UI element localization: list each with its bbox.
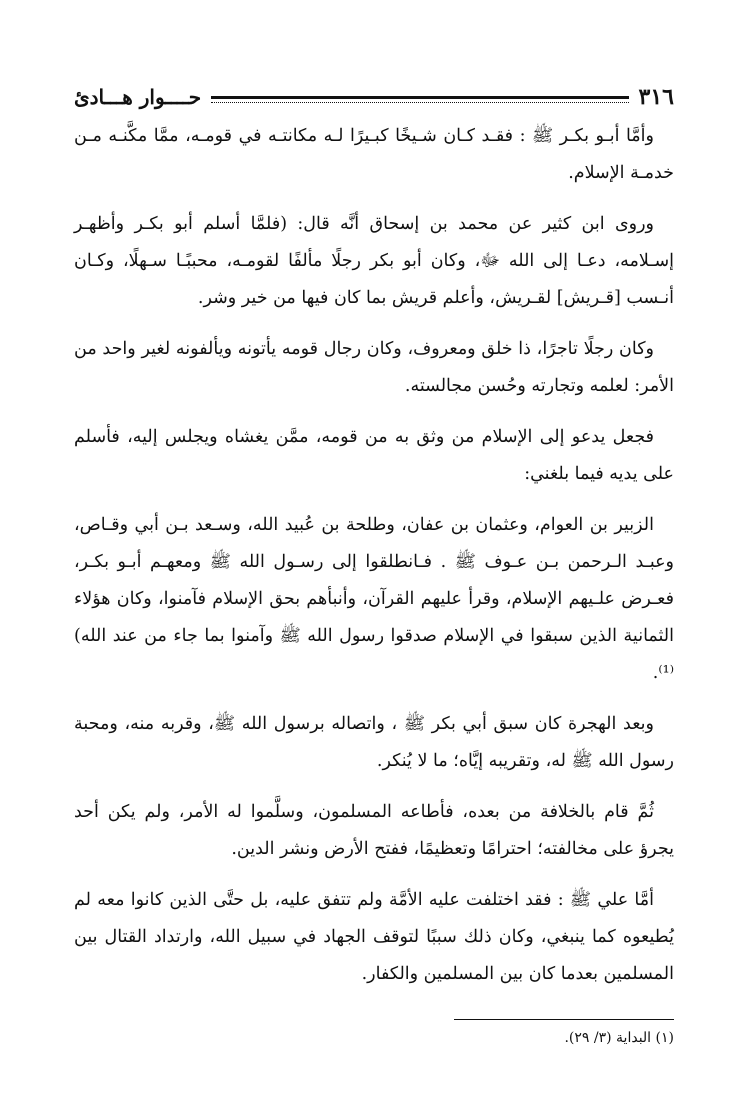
paragraph: وبعد الهجرة كان سبق أبي بكر ﷺ ، واتصاله برسول الله ﷺ، وقربه منه، ومحبة رسول الله ﷺ له، وتقريبه إيَّاه؛ ما لا يُنكر.: [74, 714, 674, 771]
paragraph: فجعل يدعو إلى الإسلام من وثق به من قومه، ممَّن يغشاه ويجلس إليه، فأسلم على يديه فيما بلغني:: [74, 427, 674, 484]
page-number: ٣١٦: [638, 84, 674, 110]
footnote-divider: [454, 1019, 674, 1020]
header-ornament: [211, 96, 628, 99]
running-title: حــــوار هـــادئ: [74, 85, 202, 109]
footnote: (١) البداية (٣/ ٢٩).: [564, 1030, 674, 1046]
paragraph: ثُمَّ قام بالخلافة من بعده، فأطاعه المسلمون، وسلَّموا له الأمر، ولم يكن أحد يجرؤ على مخالفته؛ احترامًا وتعظيمًا، ففتح الأرض ونشر الدين.: [74, 802, 674, 859]
page: [74, 80, 674, 1050]
paragraph: وروى ابن كثير عن محمد بن إسحاق أنَّه قال: (فلمَّا أسلم أبو بكـر وأظهـر إسـلامه، دعـا إلى الله ﷻ، وكان أبو بكر رجلًا مألفًا لقومـه، محببًـا سـهلًا، وكـان أنـسب [قـريش] لقـريش، وأعلم قريش بما كان فيها من خير وشر.: [74, 214, 674, 308]
page-body: [74, 118, 674, 993]
paragraph: وكان رجلًا تاجرًا، ذا خلق ومعروف، وكان رجال قومه يأتونه ويألفونه لغير واحد من الأمر: لعلمه وتجارته وحُسن مجالسته.: [74, 339, 674, 396]
paragraph: وأمَّا أبـو بكـر ﷺ : فقـد كـان شـيخًا كبـيرًا لـه مكانتـه في قومـه، ممَّا مكَّنـه مـن خدمـة الإسلام.: [74, 126, 674, 183]
paragraph: الزبير بن العوام، وعثمان بن عفان، وطلحة بن عُبيد الله، وسـعد بـن أبي وقـاص، وعبـد الـرحمن بـن عـوف ﷺ . فـانطلقوا إلى رسـول الله ﷺ ومعهـم أبـو بكـر، فعـرض علـيهم الإسلام، وقرأ عليهم القرآن، وأنبأهم بحق الإسلام فآمنوا، وكان هؤلاء الثمانية الذين سبقوا في الإسلام صدقوا رسول الله ﷺ وآمنوا بما جاء من عند الله)⁽¹⁾.: [74, 515, 674, 683]
paragraph: أمَّا علي ﷺ : فقد اختلفت عليه الأمَّة ولم تتفق عليه، بل حتَّى الذين كانوا معه لم يُطيعوه كما ينبغي، وكان ذلك سببًا لتوقف الجهاد في سبيل الله، وارتداد القتال بين المسلمين بعدما كان بين المسلمين والكفار.: [74, 890, 674, 984]
page-header: [74, 80, 674, 114]
